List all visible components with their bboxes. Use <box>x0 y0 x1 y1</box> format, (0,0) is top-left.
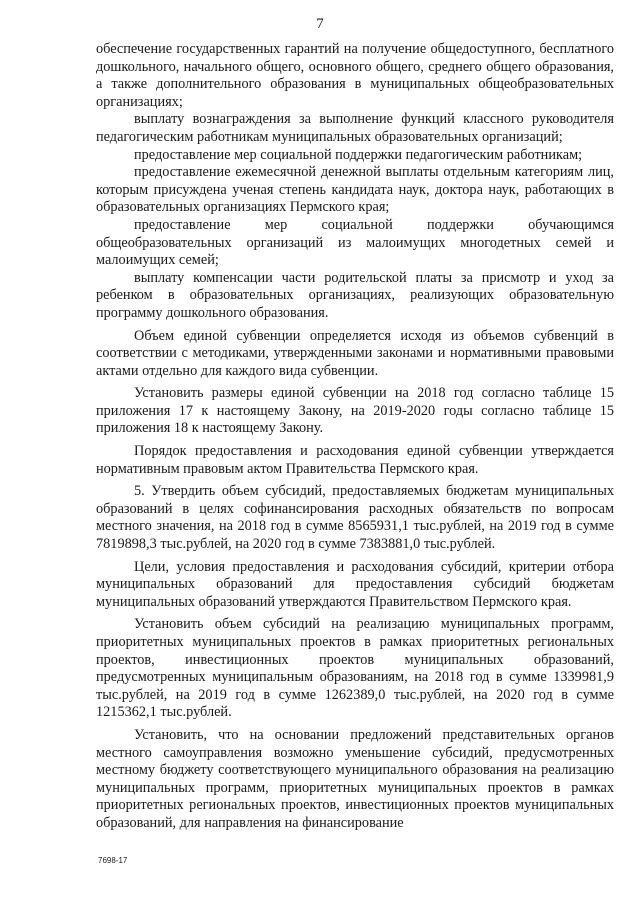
page-number: 7 <box>316 16 324 32</box>
paragraph: выплату вознаграждения за выполнение функций классного руководителя педагогическим работникам муниципальных образовательных организаций; <box>96 111 614 145</box>
paragraph: Установить, что на основании предложений представительных органов местного самоуправления возможно уменьшение субсидий, предусмотренных местному бюджету соответствующего муниципального образования на реализацию муниципальных программ, приоритетных муниципальных проектов в рамках приоритетных региональных проектов, инвестиционных проектов муниципальных образований, для направления на финансирование <box>96 726 614 831</box>
paragraph: предоставление мер социальной поддержки обучающимся общеобразовательных организаций из малоимущих многодетных семей и малоимущих семей; <box>96 216 614 269</box>
paragraph: Объем единой субвенции определяется исходя из объемов субвенций в соответствии с методиками, утвержденными законами и нормативными правовыми актами отдельно для каждого вида субвенции. <box>96 327 614 379</box>
paragraph: Порядок предоставления и расходования единой субвенции утверждается нормативным правовым актом Правительства Пермского края. <box>96 443 614 477</box>
paragraph: Установить объем субсидий на реализацию муниципальных программ, приоритетных муниципальных проектов в рамках приоритетных региональных проектов, инвестиционных проектов муниципальных образований, предусмотренных муниципальным образованиям, на 2018 год в сумме 1339981,9 тыс.рублей, на 2019 год в сумме 1262389,0 тыс.рублей, на 2020 год в сумме 1215362,1 тыс.рублей. <box>96 616 614 721</box>
paragraph: 5. Утвердить объем субсидий, предоставляемых бюджетам муниципальных образований в целях софинансирования расходных обязательств по вопросам местного значения, на 2018 год в сумме 8565931,1 тыс.рублей, на 2019 год в сумме 7819898,3 тыс.рублей, на 2020 год в сумме 7383881,0 тыс.рублей. <box>96 483 614 553</box>
paragraph: Установить размеры единой субвенции на 2018 год согласно таблице 15 приложения 17 к настоящему Закону, на 2019-2020 годы согласно таблице 15 приложения 18 к настоящему Закону. <box>96 385 614 437</box>
paragraph: обеспечение государственных гарантий на получение общедоступного, бесплатного дошкольного, начального общего, основного общего, среднего общего образования, а также дополнительного образования в муниципальных общеобразовательных организациях; <box>96 41 614 110</box>
paragraph: предоставление ежемесячной денежной выплаты отдельным категориям лиц, которым присуждена ученая степень кандидата наук, доктора наук, работающих в образовательных организациях Пермского края; <box>96 164 614 216</box>
document-body <box>96 41 614 833</box>
paragraph: выплату компенсации части родительской платы за присмотр и уход за ребенком в образовательных организациях, реализующих образовательную программу дошкольного образования. <box>96 269 614 321</box>
paragraph: Цели, условия предоставления и расходования субсидий, критерии отбора муниципальных образований для предоставления субсидий бюджетам муниципальных образований утверждаются Правительством Пермского края. <box>96 558 614 610</box>
document-code: 7698-17 <box>98 856 128 865</box>
paragraph: предоставление мер социальной поддержки педагогическим работникам; <box>134 146 583 163</box>
